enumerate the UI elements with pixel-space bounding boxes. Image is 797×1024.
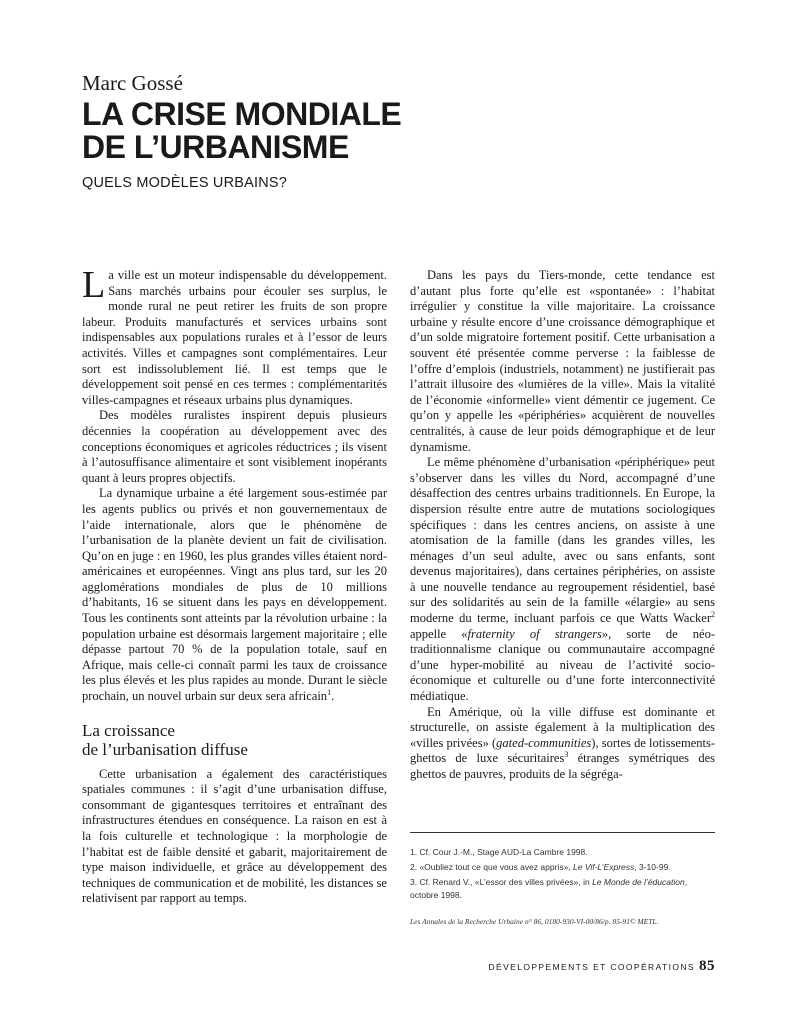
footnote-italic: Le Monde de l’éducation — [592, 877, 685, 887]
paragraph — [410, 455, 715, 705]
paragraph — [410, 705, 715, 783]
left-column — [82, 264, 387, 907]
footnote-ref[interactable]: 3 — [564, 750, 569, 760]
title-line-1: LA CRISE MONDIALE — [82, 96, 402, 132]
paragraph: Cette urbanisation a également des caractéristiques spatiales communes : il s’agit d’une urbanisation diffuse, consommant de gigantesques territoires et entraînant des infrastructures étendues en conséquence. La raison en est à la fois culturelle et technologique : la morphologie de l’habitat est de faible densité et gabarit, majoritairement de type maison individuelle, et grâce au développement des techniques de communication et de mobilité, les distances se relativisent par rapport au temps. — [82, 766, 387, 906]
italic-phrase: gated-communities — [496, 735, 592, 750]
footnote-2 — [410, 861, 715, 874]
drop-cap: L — [82, 264, 106, 306]
paragraph-text: », sorte de néo-traditionnalisme clanique ou communautaire accompagné d’une hyper-mobilité au niveau de l’activité socio-économique et culturelle ou d’une forte interconnectivité médiatique. — [410, 626, 716, 704]
footnote-text: , octobre 1998. — [410, 877, 688, 900]
footnote-text: 2. «Oubliez tout ce que vous avez appris», — [410, 862, 574, 872]
heading-line-2: de l’urbanisation diffuse — [82, 739, 248, 759]
title-line-2: DE L’URBANISME — [82, 129, 349, 165]
footnote-text: 3. Cf. Renard V., «L’essor des villes privées», in — [410, 877, 593, 887]
paragraph-text: En Amérique, où la ville diffuse est dominante et structurelle, on assiste également à la multiplication des «villes privées» ( — [410, 704, 715, 750]
footnote-1: 1. Cf. Cour J.-M., Stage AUD-La Cambre 1998. — [410, 847, 588, 857]
paragraph-text: étranges symétriques des ghettos de pauvres, produits de la ségréga- — [410, 751, 715, 781]
author-name: Marc Gossé — [82, 71, 183, 95]
section-heading — [82, 721, 387, 759]
footnotes — [410, 832, 715, 904]
running-footer-section: DÉVELOPPEMENTS ET COOPÉRATIONS — [488, 962, 695, 972]
paragraph-text: Le même phénomène d’urbanisation «périphérique» peut s’observer dans les villes du Nord, accompagné d’une désaffection des centres urbains traditionnels. En Europe, la dispersion résulte entre autre de mutations sociologiques spécifiques : dans les centres anciens, on assiste à une atomisation de la famille (dans les grandes villes, les ménages d’un seul adulte, avec ou sans enfants, sont devenus majoritaires), dans certaines périphéries, on assiste à une nouvelle tendance au regroupement résidentiel, basé sur des solidarités au sein de la famille «élargie» au sens moderne du terme, incluant parfois ce que Watts Wacker — [410, 455, 715, 626]
footnote-text: , 3-10-99. — [634, 862, 671, 872]
right-column — [410, 268, 715, 783]
publication-imprint: Les Annales de la Recherche Urbaine n° 86, 0180-930-VI-00/86/p. 85-91© METL. — [410, 917, 659, 926]
page-footer — [488, 958, 715, 975]
paragraph — [82, 486, 387, 704]
heading-line-1: La croissance — [82, 720, 175, 740]
footnote-3 — [410, 876, 715, 902]
footnote-italic: Le Vif-L’Express — [573, 862, 635, 872]
article-header — [82, 70, 722, 192]
paragraph-text: appelle « — [410, 626, 468, 641]
paragraph: Des modèles ruralistes inspirent depuis plusieurs décennies la coopération au développement avec des conceptions économiques et agricoles réductrices ; ils visent à l’autosuffisance alimentaire et sont visiblement inopérants quant à leurs propres objectifs. — [82, 408, 387, 485]
paragraph-text: ), sortes de lotissements-ghettos de luxe sécuritaires — [410, 735, 715, 766]
footnote-ref[interactable]: 2 — [711, 609, 715, 619]
paragraph — [82, 264, 387, 408]
italic-phrase: fraternity of strangers — [467, 626, 602, 641]
page-number: 85 — [699, 958, 715, 974]
paragraph-text: . — [331, 689, 335, 704]
paragraph: Dans les pays du Tiers-monde, cette tendance est d’autant plus forte qu’elle est «spontanée» : l’habitat irrégulier y constitue la ville majoritaire. La croissance urbaine y résulte encore d’une croissance démographique et d’un solde migratoire fortement positif. Cette urbanisation a souvent été présentée comme perverse : la faiblesse de l’offre d’emplois (industriels, notamment) ne justifierait pas l’attrait illusoire des «lumières de la ville». Mais la vitalité de l’économie «informelle» vient démentir ce jugement. Ce qu’on y appelle les «périphéries» acquièrent de nouvelles centralités, à cause de leur poids démographique et de leur dynamisme. — [410, 268, 715, 454]
article-subtitle: QUELS MODÈLES URBAINS? — [82, 175, 288, 191]
paragraph-text: a ville est un moteur indispensable du développement. Sans marchés urbains pour écouler ses surplus, le monde rural ne peut retirer les fruits de son propre labeur. Produits manufacturés et services urbains sont indispensables aux populations rurales et à l’essor de leurs activités. Villes et campagnes sont complémentaires. Leur sort est indissolublement lié. Il est temps que le développement soit pensé en ces termes : complémentarités villes-campagnes et réseaux urbains plus dynamiques. — [82, 268, 387, 407]
paragraph-text: La dynamique urbaine a été largement sous-estimée par les agents publics ou privés et non gouvernementaux de l’aide internationale, alors que le phénomène de l’urbanisation de la planète devient un fait de civilisation. Qu’on en juge : en 1960, les plus grandes villes étaient nord-américaines et européennes. Vingt ans plus tard, sur les 20 agglomérations mondiales de plus de 10 millions d’habitants, 16 se situent dans les pays en développement. Tous les continents sont atteints par la révolution urbaine : la population urbaine est désormais largement majoritaire ; elle dépasse partout 70 % de la population totale, sauf en Afrique, mais celle-ci connaît parmi les taux de croissance les plus élevés et les plus rapides au monde. Durant le siècle prochain, un nouvel urbain sur deux sera africain — [82, 486, 387, 704]
article-title — [82, 98, 722, 164]
footnote-ref[interactable]: 1 — [327, 687, 332, 697]
